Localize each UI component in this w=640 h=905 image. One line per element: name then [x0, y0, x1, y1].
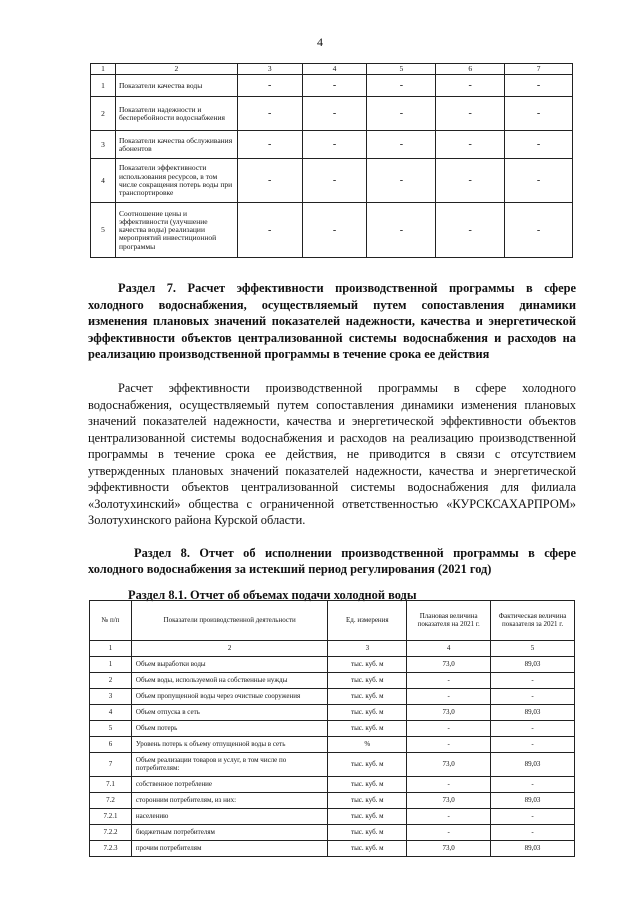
plan-value: -: [407, 777, 491, 793]
plan-value: 73,0: [407, 705, 491, 721]
unit: тыс. куб. м: [328, 753, 407, 777]
header-indicator: Показатели производственной деятельности: [131, 601, 328, 641]
column-index: 7: [505, 64, 573, 75]
column-index: 4: [302, 64, 367, 75]
indicator-name: прочим потребителям: [131, 841, 328, 857]
fact-value: 89,03: [491, 705, 575, 721]
section-7-title: Раздел 7. Расчет эффективности производственной программы в сфере холодного водоснабжения, осуществляемый путем сопоставления динамики изменения плановых значений показателей надежности, качества и энергетической эффективности объектов централизованной системы водоснабжения и расходов на реализацию производственной программы в течение срока ее действия: [88, 281, 576, 361]
column-index: 5: [491, 641, 575, 657]
indicator-name: Показатели качества обслуживания абонентов: [115, 131, 237, 159]
plan-value: 73,0: [407, 657, 491, 673]
table-row: [90, 825, 575, 841]
indicator-value: -: [237, 131, 302, 159]
indicator-name: собственное потребление: [131, 777, 328, 793]
indicator-value: -: [302, 75, 367, 97]
fact-value: -: [491, 825, 575, 841]
unit: тыс. куб. м: [328, 793, 407, 809]
column-index: 5: [367, 64, 436, 75]
fact-value: -: [491, 777, 575, 793]
indicator-value: -: [237, 203, 302, 258]
table-row: [90, 841, 575, 857]
table-row: [90, 777, 575, 793]
column-index: 2: [131, 641, 328, 657]
unit: тыс. куб. м: [328, 825, 407, 841]
unit: тыс. куб. м: [328, 777, 407, 793]
column-index: 3: [237, 64, 302, 75]
plan-value: 73,0: [407, 753, 491, 777]
indicator-name: Объем выработки воды: [131, 657, 328, 673]
unit: %: [328, 737, 407, 753]
indicator-value: -: [505, 75, 573, 97]
row-number: 4: [90, 705, 132, 721]
table-row: [90, 689, 575, 705]
table-row: [90, 657, 575, 673]
indicator-value: -: [436, 131, 505, 159]
header-plan: Плановая величина показателя на 2021 г.: [407, 601, 491, 641]
row-number: 5: [90, 721, 132, 737]
row-number: 7.2.1: [90, 809, 132, 825]
unit: тыс. куб. м: [328, 689, 407, 705]
plan-value: 73,0: [407, 793, 491, 809]
table-row: [91, 131, 573, 159]
column-index: 6: [436, 64, 505, 75]
fact-value: -: [491, 673, 575, 689]
indicator-name: Соотношение цены и эффективности (улучшение качества воды) реализации мероприятий инвестиционной программы: [115, 203, 237, 258]
indicator-value: -: [302, 159, 367, 203]
unit: тыс. куб. м: [328, 721, 407, 737]
row-number: 7.2.2: [90, 825, 132, 841]
row-number: 3: [90, 689, 132, 705]
indicator-value: -: [237, 75, 302, 97]
table-row: [90, 737, 575, 753]
indicator-value: -: [436, 159, 505, 203]
row-number: 7.1: [90, 777, 132, 793]
column-index: 3: [328, 641, 407, 657]
table-row: [91, 203, 573, 258]
section-8-1-title: Раздел 8.1. Отчет об объемах подачи холодной воды: [128, 588, 417, 602]
table-header-row: [91, 64, 573, 75]
column-index: 4: [407, 641, 491, 657]
fact-value: 89,03: [491, 657, 575, 673]
fact-value: 89,03: [491, 753, 575, 777]
table-row: [90, 793, 575, 809]
column-index: 1: [90, 641, 132, 657]
indicator-value: -: [505, 131, 573, 159]
section-8-title: Раздел 8. Отчет об исполнении производственной программы в сфере холодного водоснабжения за истекший период регулирования (2021 год): [88, 546, 576, 576]
fact-value: -: [491, 737, 575, 753]
indicator-value: -: [367, 131, 436, 159]
water-volume-report-table: [89, 600, 575, 857]
table-index-row: [90, 641, 575, 657]
fact-value: -: [491, 721, 575, 737]
unit: тыс. куб. м: [328, 657, 407, 673]
indicator-name: Объем пропущенной воды через очистные сооружения: [131, 689, 328, 705]
plan-value: -: [407, 721, 491, 737]
indicator-value: -: [237, 97, 302, 131]
unit: тыс. куб. м: [328, 673, 407, 689]
plan-value: -: [407, 689, 491, 705]
indicator-value: -: [302, 97, 367, 131]
table-row: [91, 75, 573, 97]
indicator-name: Показатели надежности и бесперебойности водоснабжения: [115, 97, 237, 131]
fact-value: -: [491, 809, 575, 825]
indicators-table: [90, 63, 573, 258]
indicator-value: -: [436, 97, 505, 131]
indicator-value: -: [367, 203, 436, 258]
row-number: 2: [90, 673, 132, 689]
indicator-name: Показатели эффективности использования ресурсов, в том числе сокращения потерь воды при транспортировке: [115, 159, 237, 203]
row-number: 6: [90, 737, 132, 753]
indicator-name: Уровень потерь к объему отпущенной воды в сеть: [131, 737, 328, 753]
row-number: 2: [91, 97, 116, 131]
indicator-value: -: [367, 159, 436, 203]
table-row: [91, 97, 573, 131]
indicator-name: населению: [131, 809, 328, 825]
unit: тыс. куб. м: [328, 841, 407, 857]
indicator-value: -: [436, 203, 505, 258]
indicator-name: Объем реализации товаров и услуг, в том числе по потребителям:: [131, 753, 328, 777]
section-7-paragraph: Расчет эффективности производственной программы в сфере холодного водоснабжения, осуществляемый путем сопоставления динамики изменения плановых значений показателей надежности, качества и энергетической эффективности объектов централизованной системы водоснабжения и расходов на реализацию производственной программы в течение срока ее действия, не приводится в связи с отсутствием утвержденных плановых значений показателей надежности, качества и энергетической эффективности объектов централизованной системы водоснабжения для филиала «Золотухинский» общества с ограниченной ответственностью «КУРСКСАХАРПРОМ» Золотухинского района Курской области.: [88, 381, 576, 527]
indicator-name: Объем воды, используемой на собственные нужды: [131, 673, 328, 689]
indicator-value: -: [367, 97, 436, 131]
indicator-name: Объем отпуска в сеть: [131, 705, 328, 721]
header-num: № п/п: [90, 601, 132, 641]
plan-value: 73,0: [407, 841, 491, 857]
row-number: 5: [91, 203, 116, 258]
row-number: 1: [91, 75, 116, 97]
table-row: [91, 159, 573, 203]
table-row: [90, 721, 575, 737]
indicator-value: -: [302, 131, 367, 159]
indicator-value: -: [436, 75, 505, 97]
unit: тыс. куб. м: [328, 809, 407, 825]
plan-value: -: [407, 809, 491, 825]
indicator-name: Показатели качества воды: [115, 75, 237, 97]
row-number: 3: [91, 131, 116, 159]
row-number: 7: [90, 753, 132, 777]
indicator-name: Объем потерь: [131, 721, 328, 737]
table-row: [90, 753, 575, 777]
table-row: [90, 809, 575, 825]
indicator-value: -: [302, 203, 367, 258]
header-unit: Ед. измерения: [328, 601, 407, 641]
row-number: 7.2: [90, 793, 132, 809]
unit: тыс. куб. м: [328, 705, 407, 721]
fact-value: -: [491, 689, 575, 705]
plan-value: -: [407, 737, 491, 753]
table-row: [90, 673, 575, 689]
page-number: 4: [317, 35, 323, 49]
row-number: 1: [90, 657, 132, 673]
plan-value: -: [407, 825, 491, 841]
plan-value: -: [407, 673, 491, 689]
indicator-name: сторонним потребителям, из них:: [131, 793, 328, 809]
table-row: [90, 705, 575, 721]
indicator-value: -: [505, 203, 573, 258]
indicator-value: -: [367, 75, 436, 97]
column-index: 2: [115, 64, 237, 75]
indicator-name: бюджетным потребителям: [131, 825, 328, 841]
header-fact: Фактическая величина показателя за 2021 г.: [491, 601, 575, 641]
indicator-value: -: [505, 159, 573, 203]
row-number: 4: [91, 159, 116, 203]
indicator-value: -: [237, 159, 302, 203]
row-number: 7.2.3: [90, 841, 132, 857]
indicator-value: -: [505, 97, 573, 131]
column-index: 1: [91, 64, 116, 75]
fact-value: 89,03: [491, 841, 575, 857]
fact-value: 89,03: [491, 793, 575, 809]
